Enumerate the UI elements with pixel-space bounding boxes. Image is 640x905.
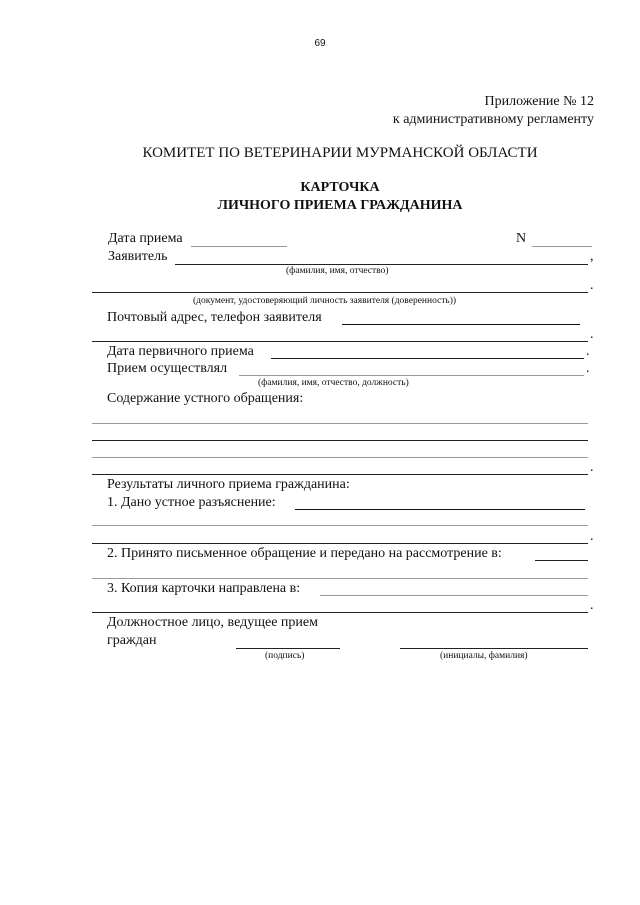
conducted-label: Прием осуществлял	[107, 361, 228, 376]
signature-field-line[interactable]	[236, 648, 340, 649]
signature-caption: (подпись)	[265, 651, 305, 661]
result3-field-line-2[interactable]	[92, 612, 588, 613]
applicant-caption: (фамилия, имя, отчество)	[286, 266, 389, 276]
result2-field-line[interactable]	[535, 560, 588, 561]
result2-label: 2. Принято письменное обращение и передано на рассмотрение в:	[107, 546, 502, 561]
official-label-2: граждан	[107, 633, 157, 648]
result1-field-line-3[interactable]	[92, 543, 588, 544]
conducted-period: .	[586, 361, 590, 376]
form-title: КАРТОЧКА	[300, 180, 380, 195]
date-label: Дата приема	[108, 231, 183, 246]
document-caption: (документ, удостоверяющий личность заявителя (доверенность))	[193, 296, 457, 306]
result3-period: .	[590, 598, 594, 613]
page-number: 69	[314, 38, 326, 49]
content-line-2[interactable]	[92, 440, 588, 441]
postal-field-line-2[interactable]	[92, 341, 588, 342]
applicant-label: Заявитель	[108, 249, 168, 264]
content-line-1[interactable]	[92, 423, 588, 424]
content-period: .	[590, 460, 594, 475]
number-label: N	[516, 231, 527, 246]
appendix-number: Приложение № 12	[484, 94, 594, 109]
official-label: Должностное лицо, ведущее прием	[107, 615, 318, 630]
postal-field-line[interactable]	[342, 324, 580, 325]
result3-label: 3. Копия карточки направлена в:	[107, 581, 301, 596]
postal-label: Почтовый адрес, телефон заявителя	[107, 310, 322, 325]
first-date-field-line[interactable]	[271, 358, 584, 359]
content-label: Содержание устного обращения:	[107, 391, 304, 406]
number-field-line[interactable]	[532, 246, 592, 247]
result1-field-line-2[interactable]	[92, 525, 588, 526]
postal-period: .	[590, 327, 594, 342]
result3-field-line[interactable]	[320, 595, 588, 596]
initials-caption: (инициалы, фамилия)	[440, 651, 528, 661]
appendix-regulation: к административному регламенту	[392, 112, 594, 127]
conducted-field-line[interactable]	[239, 375, 584, 376]
first-date-label: Дата первичного приема	[107, 344, 254, 359]
form-subtitle: ЛИЧНОГО ПРИЕМА ГРАЖДАНИНА	[217, 198, 463, 213]
first-date-period: .	[586, 344, 590, 359]
content-line-3[interactable]	[92, 457, 588, 458]
results-label: Результаты личного приема гражданина:	[107, 477, 350, 492]
date-field-line[interactable]	[191, 246, 287, 247]
result1-period: .	[590, 529, 594, 544]
document-field-line[interactable]	[92, 292, 588, 293]
document-period: .	[590, 278, 594, 293]
content-line-4[interactable]	[92, 474, 588, 475]
conducted-caption: (фамилия, имя, отчество, должность)	[258, 378, 409, 388]
initials-field-line[interactable]	[400, 648, 588, 649]
applicant-comma: ,	[590, 249, 594, 264]
result1-field-line[interactable]	[295, 509, 585, 510]
result2-field-line-2[interactable]	[92, 578, 588, 579]
committee-name: КОМИТЕТ ПО ВЕТЕРИНАРИИ МУРМАНСКОЙ ОБЛАСТИ	[142, 145, 538, 161]
result1-label: 1. Дано устное разъяснение:	[107, 495, 276, 510]
applicant-field-line[interactable]	[175, 264, 588, 265]
